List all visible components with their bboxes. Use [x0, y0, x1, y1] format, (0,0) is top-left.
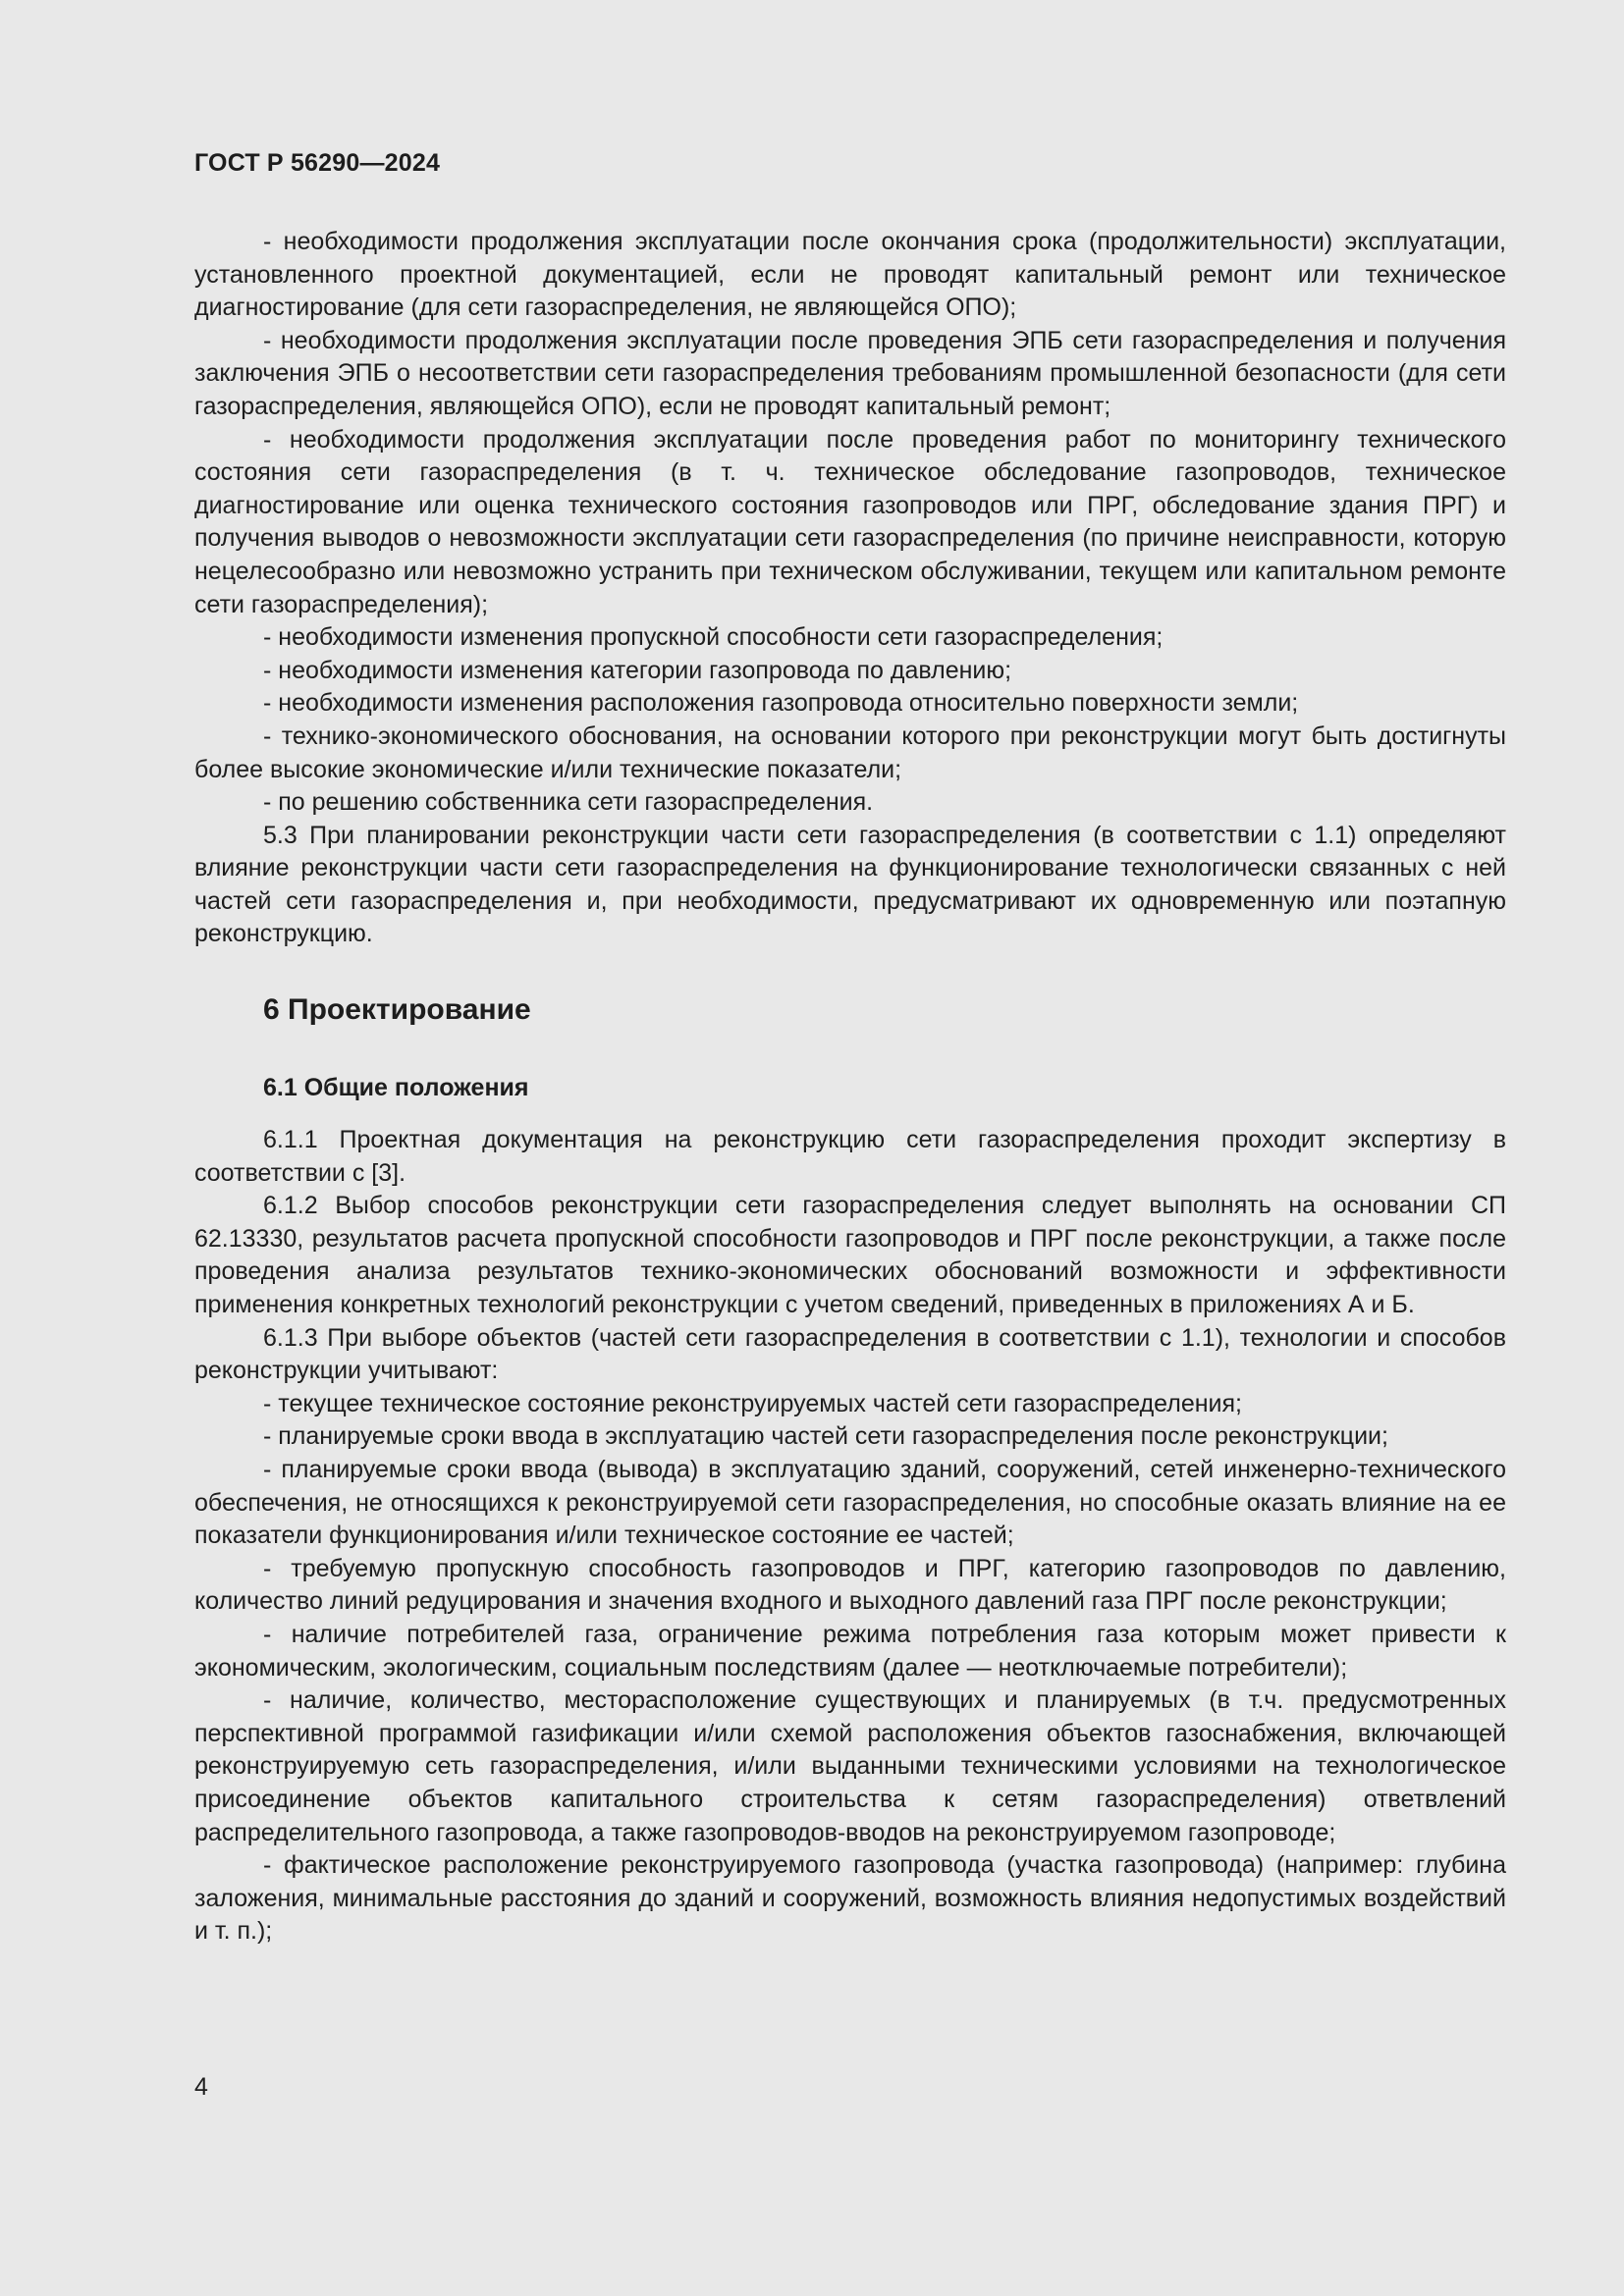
- section-title: 6 Проектирование: [263, 993, 531, 1027]
- list-item: - планируемые сроки ввода (вывода) в эксплуатацию зданий, сооружений, сетей инженерно-технического обеспечения, не относящихся к реконструируемой сети газораспределения, но способные оказать влияние на ее показатели функционирования и/или техническое состояние ее частей;: [194, 1456, 1506, 1550]
- list-item: - текущее техническое состояние реконструируемых частей сети газораспределения;: [263, 1389, 1242, 1417]
- clause-6-1-2-paragraph: 6.1.2 Выбор способов реконструкции сети газораспределения следует выполнять на основании СП 62.13330, результатов расчета пропускной способности газопроводов и ПРГ после реконструкции, а также после проведения анализа результатов технико-экономических обоснований возможности и эффективности применения конкретных технологий реконструкции с учетом сведений, приведенных в приложениях А и Б.: [194, 1192, 1506, 1319]
- clause-5-3-paragraph: 5.3 При планировании реконструкции части сети газораспределения (в соответствии с 1.1) определяют влияние реконструкции части сети газораспределения на функционирование технологически связанных с ней частей сети газораспределения и, при необходимости, предусматривают их одновременную или поэтапную реконструкцию.: [194, 821, 1506, 948]
- paragraph: - технико-экономического обоснования, на основании которого при реконструкции могут быть достигнуты более высокие экономические и/или технические показатели;: [194, 721, 1506, 783]
- list-item: - планируемые сроки ввода в эксплуатацию частей сети газораспределения после реконструкции;: [263, 1422, 1388, 1451]
- paragraph: - необходимости продолжения эксплуатации после проведения ЭПБ сети газораспределения и получения заключения ЭПБ о несоответствии сети газораспределения требованиям промышленной безопасности (для сети газораспределения, являющейся ОПО), если не проводят капитальный ремонт;: [194, 326, 1506, 420]
- clause-6-1-1-paragraph: 6.1.1 Проектная документация на реконструкцию сети газораспределения проходит экспертизу в соответствии с [3].: [194, 1126, 1506, 1187]
- document-code-header: ГОСТ Р 56290—2024: [194, 149, 441, 177]
- clause-6-1-3-paragraph: 6.1.3 При выборе объектов (частей сети газораспределения в соответствии с 1.1), технологии и способов реконструкции учитывают:: [194, 1323, 1506, 1385]
- page-number: 4: [194, 2073, 208, 2101]
- document-body: [194, 226, 1506, 1949]
- paragraph: - необходимости продолжения эксплуатации после окончания срока (продолжительности) эксплуатации, установленного проектной документацией, если не проводят капитальный ремонт или техническое диагностирование (для сети газораспределения, не являющейся ОПО);: [194, 228, 1506, 322]
- list-item: - фактическое расположение реконструируемого газопровода (участка газопровода) (например: глубина заложения, минимальные расстояния до зданий и сооружений, возможность влияния недопустимых воздействий и т. п.);: [194, 1851, 1506, 1946]
- list-item: - требуемую пропускную способность газопроводов и ПРГ, категорию газопроводов по давлению, количество линий редуцирования и значения входного и выходного давлений газа ПРГ после реконструкции;: [194, 1554, 1506, 1616]
- paragraph: - необходимости продолжения эксплуатации после проведения работ по мониторингу технического состояния сети газораспределения (в т. ч. техническое обследование газопроводов, техническое диагностирование или оценка технического состояния газопроводов или ПРГ, обследование здания ПРГ) и получения выводов о невозможности эксплуатации сети газораспределения (по причине неисправности, которую нецелесообразно или невозможно устранить при техническом обслуживании, текущем или капитальном ремонте сети газораспределения);: [194, 425, 1506, 618]
- paragraph: - необходимости изменения категории газопровода по давлению;: [263, 656, 1012, 684]
- paragraph: - необходимости изменения расположения газопровода относительно поверхности земли;: [263, 689, 1299, 718]
- paragraph: - по решению собственника сети газораспределения.: [263, 788, 874, 817]
- subsection-title: 6.1 Общие положения: [263, 1074, 529, 1102]
- list-item: - наличие, количество, месторасположение существующих и планируемых (в т.ч. предусмотренных перспективной программой газификации и/или схемой расположения объектов газоснабжения, включающей реконструируемую сеть газораспределения, и/или выданными техническими условиями на технологическое присоединение объектов капитального строительства к сетям газораспределения) ответвлений распределительного газопровода, а также газопроводов-вводов на реконструируемом газопроводе;: [194, 1686, 1506, 1846]
- paragraph: - необходимости изменения пропускной способности сети газораспределения;: [263, 623, 1164, 652]
- list-item: - наличие потребителей газа, ограничение режима потребления газа которым может привести к экономическим, экологическим, социальным последствиям (далее — неотключаемые потребители);: [194, 1620, 1506, 1682]
